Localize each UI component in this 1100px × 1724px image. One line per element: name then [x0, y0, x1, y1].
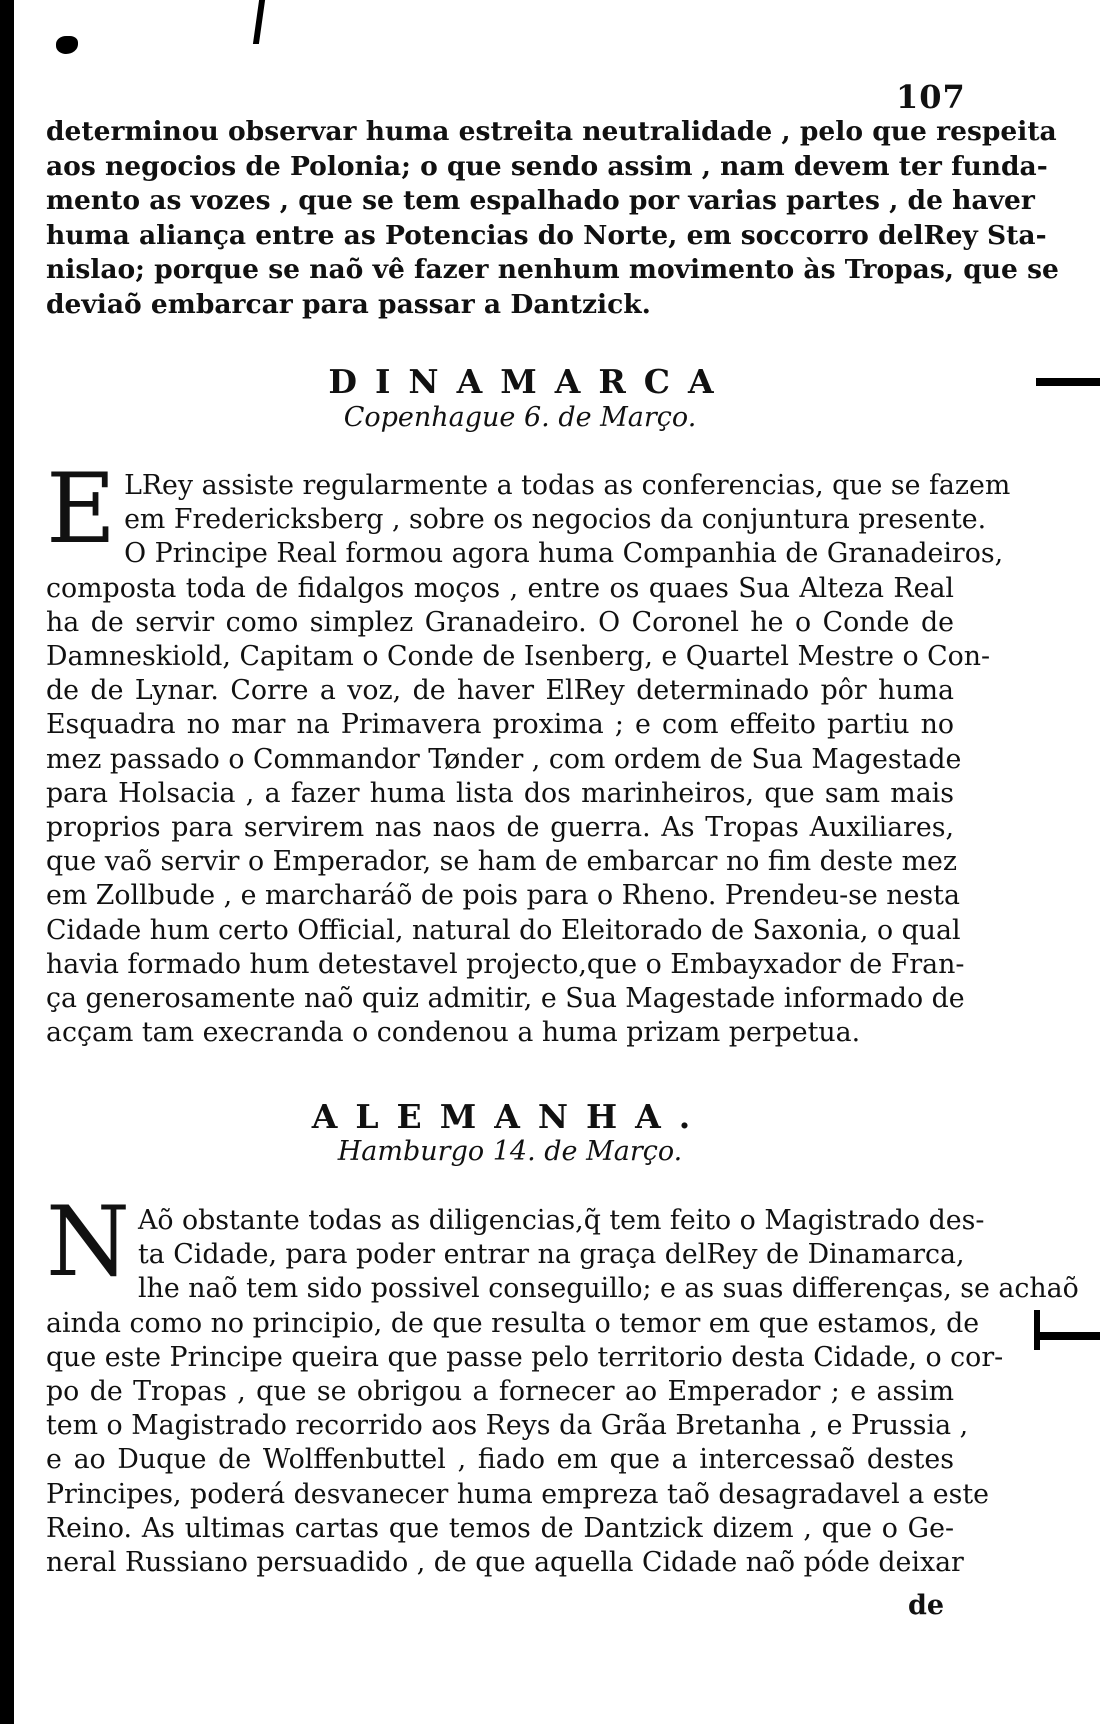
text-line: e ao Duque de Wolffenbuttel , fiado em que a intercessaõ destes: [46, 1444, 954, 1476]
text-line: huma aliança entre as Potencias do Norte, em soccorro delRey Sta-: [46, 219, 1047, 251]
text-line: mento as vozes , que se tem espalhado por varias partes , de haver: [46, 185, 1035, 217]
scan-mark-right-lower: [1036, 1332, 1100, 1340]
drop-cap: E: [46, 453, 117, 565]
text-line: Reino. As ultimas cartas que temos de Dantzick dizem , que o Ge-: [46, 1512, 954, 1544]
text-line: determinou observar huma estreita neutralidade , pelo que respeita: [46, 116, 1057, 147]
text-line: Principes, poderá desvanecer huma empreza taõ desagradavel a este: [46, 1478, 989, 1510]
text-line: LRey assiste regularmente a todas as conferencias, que se fazem: [124, 470, 1011, 501]
continued-paragraph: [46, 115, 1059, 323]
text-line: que este Principe queira que passe pelo territorio desta Cidade, o cor-: [46, 1341, 1004, 1373]
section-title-alemanha: ALEMANHA.: [311, 1097, 709, 1136]
text-line: ça generosamente naõ quiz admitir, e Sua Magestade informado de: [46, 983, 965, 1015]
text-line: de de Lynar. Corre a voz, de haver ElRey determinado pôr huma: [46, 675, 954, 707]
text-line: lhe naõ tem sido possivel conseguillo; e as suas differenças, se achaõ: [138, 1273, 1079, 1305]
text-line: Cidade hum certo Official, natural do Eleitorado de Saxonia, o qual: [46, 914, 961, 946]
text-line: Damneskiold, Capitam o Conde de Isenberg, e Quartel Mestre o Con-: [46, 641, 991, 673]
text-line: em Fredericksberg , sobre os negocios da conjuntura presente.: [124, 504, 987, 536]
text-line: composta toda de fidalgos moços , entre os quaes Sua Alteza Real: [46, 572, 954, 604]
text-line: que vaõ servir o Emperador, se ham de embarcar no fim deste mez: [46, 846, 957, 878]
text-line: ainda como no principio, de que resulta o temor em que estamos, de: [46, 1307, 980, 1339]
section-title-dinamarca: DINAMARCA: [328, 362, 732, 401]
text-line: Esquadra no mar na Primavera proxima ; e com effeito partiu no: [46, 709, 954, 741]
text-line: em Zollbude , e marcharáõ de pois para o Rheno. Prendeu-se nesta: [46, 880, 960, 912]
scan-mark-right-vertical: [1034, 1310, 1040, 1350]
article-dinamarca: [46, 453, 1011, 1050]
catchword: de: [908, 1590, 945, 1621]
dateline-hamburgo: Hamburgo 14. de Março.: [337, 1136, 683, 1167]
text-line: acçam tam execranda o condenou a huma prizam perpetua.: [46, 1017, 861, 1049]
text-line: Aõ obstante todas as diligencias,q̃ tem feito o Magistrado des-: [138, 1205, 985, 1236]
text-line: proprios para servirem nas naos de guerra. As Tropas Auxiliares,: [46, 812, 954, 844]
text-line: tem o Magistrado recorrido aos Reys da Grãa Bretanha , e Prussia ,: [46, 1410, 969, 1442]
page-number: 107: [896, 78, 966, 116]
text-line: aos negocios de Polonia; o que sendo assim , nam devem ter funda-: [46, 150, 1048, 182]
text-line: havia formado hum detestavel projecto,que o Embayxador de Fran-: [46, 948, 965, 980]
text-line: ha de servir como simplez Granadeiro. O Coronel he o Conde de: [46, 606, 954, 638]
article-alemanha: [46, 1186, 1079, 1580]
ink-blot: [56, 36, 78, 54]
text-line: para Holsacia , a fazer huma lista dos marinheiros, que sam mais: [46, 777, 954, 809]
text-line: deviaõ embarcar para passar a Dantzick.: [46, 288, 651, 320]
drop-cap: N: [46, 1186, 130, 1298]
text-line: ta Cidade, para poder entrar na graça delRey de Dinamarca,: [138, 1239, 965, 1271]
text-line: po de Tropas , que se obrigou a fornecer ao Emperador ; e assim: [46, 1376, 954, 1408]
text-line: neral Russiano persuadido , de que aquella Cidade naõ póde deixar: [46, 1547, 964, 1579]
scan-mark-top: [253, 0, 265, 44]
text-line: mez passado o Commandor Tønder , com ordem de Sua Magestade: [46, 743, 962, 775]
scan-edge: [0, 0, 14, 1724]
dateline-copenhague: Copenhague 6. de Março.: [343, 402, 697, 433]
text-line: nislao; porque se naõ vê fazer nenhum movimento às Tropas, que se: [46, 254, 1059, 286]
text-line: O Principe Real formou agora huma Companhia de Granadeiros,: [124, 538, 1004, 570]
